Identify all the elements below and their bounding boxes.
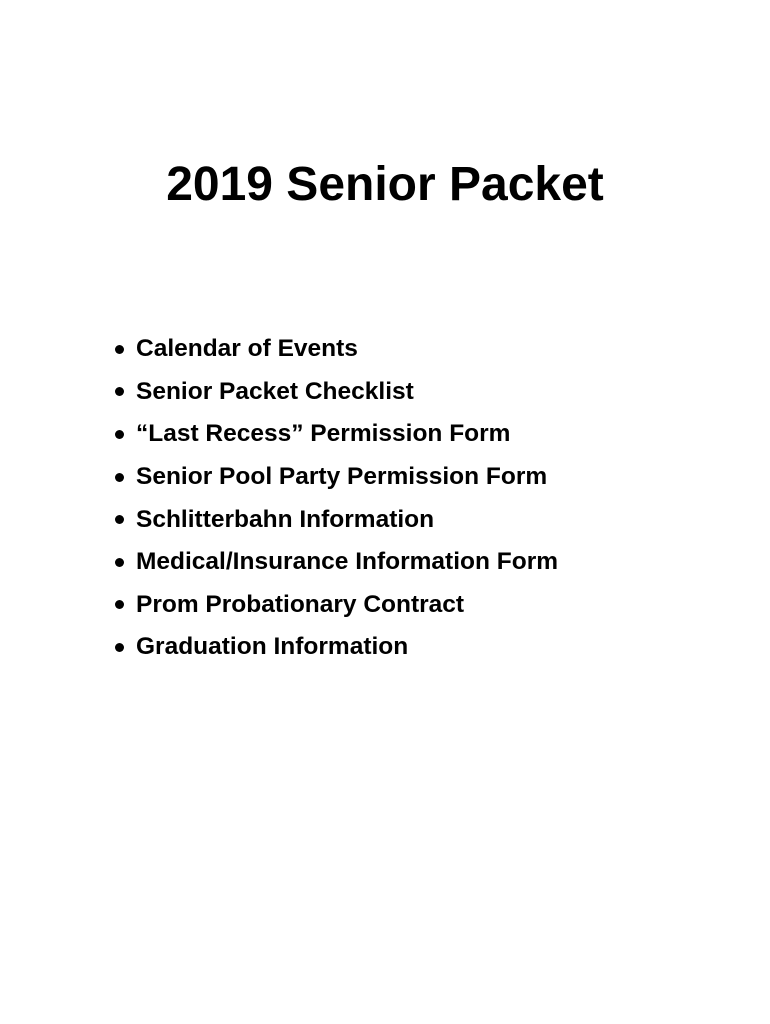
list-item (112, 456, 558, 499)
bullet-icon (115, 643, 124, 652)
list-item-label: Medical/Insurance Information Form (136, 548, 559, 576)
list-item (112, 626, 558, 669)
list-item (112, 584, 558, 627)
bullet-icon (115, 473, 124, 482)
bullet-icon (115, 600, 124, 609)
list-item-label: Graduation Information (136, 633, 409, 661)
contents-list (112, 328, 558, 669)
list-item-label: Senior Packet Checklist (136, 377, 414, 405)
bullet-icon (115, 430, 124, 439)
list-item-label: Calendar of Events (136, 335, 358, 363)
page-title: 2019 Senior Packet (166, 158, 604, 211)
list-item (112, 371, 558, 414)
list-item-label: Schlitterbahn Information (136, 505, 435, 533)
list-item (112, 498, 558, 541)
list-item (112, 328, 558, 371)
bullet-icon (115, 515, 124, 524)
list-item (112, 413, 558, 456)
list-item-label: Prom Probationary Contract (136, 590, 465, 618)
bullet-icon (115, 558, 124, 567)
bullet-icon (115, 387, 124, 396)
list-item (112, 541, 558, 584)
bullet-icon (115, 345, 124, 354)
list-item-label: Senior Pool Party Permission Form (136, 463, 548, 491)
list-item-label: “Last Recess” Permission Form (136, 420, 511, 448)
